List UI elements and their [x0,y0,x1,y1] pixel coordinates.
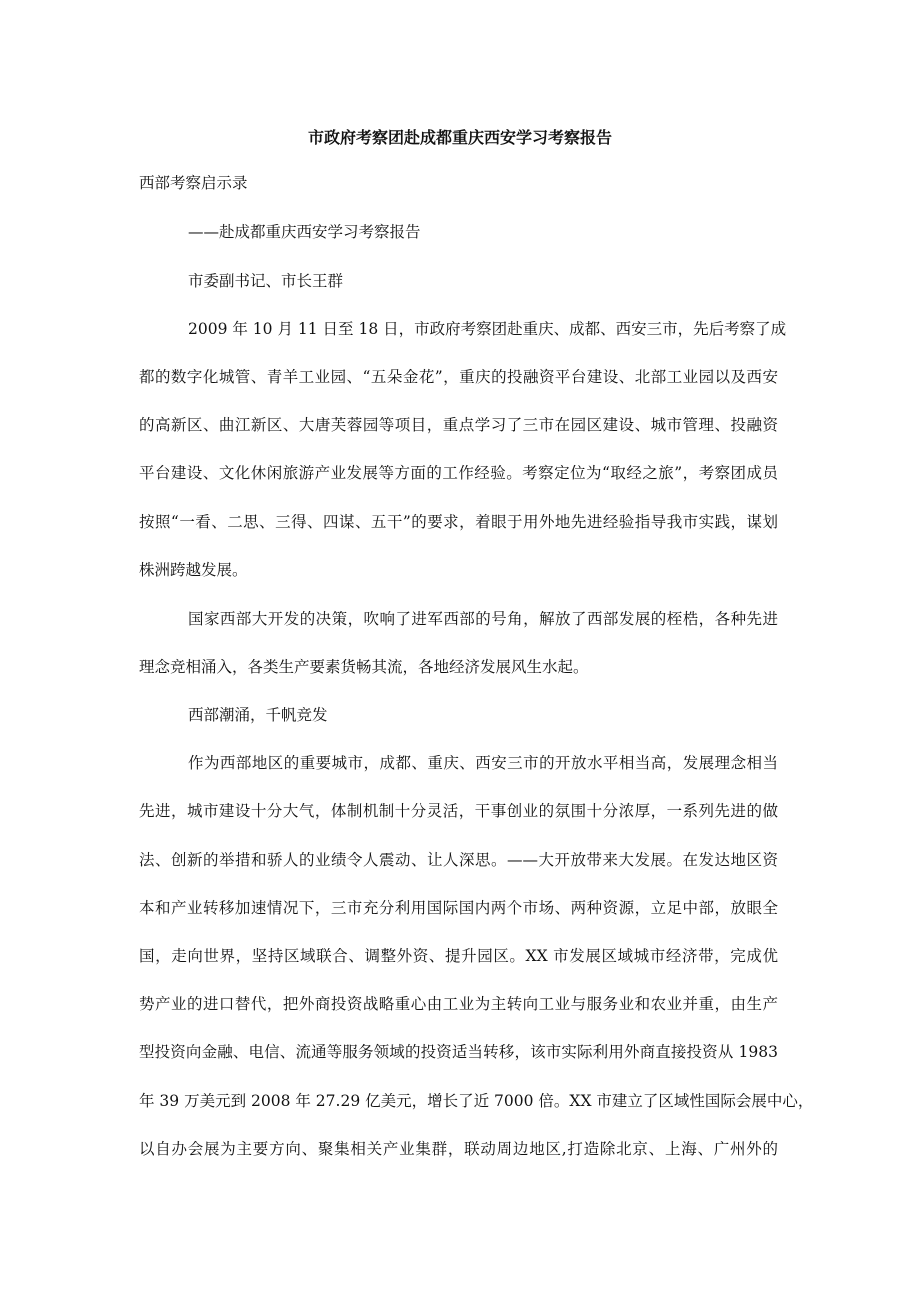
document-subtitle: ——赴成都重庆西安学习考察报告 [188,223,421,241]
paragraph-1-line-2: 都的数字化城管、青羊工业园、“五朵金花”，重庆的投融资平台建设、北部工业园以及西安 [139,368,778,386]
paragraph-3-line-6: 势产业的进口替代，把外商投资战略重心由工业为主转向工业与服务业和农业并重，由生产 [139,995,778,1013]
paragraph-3-line-1: 作为西部地区的重要城市，成都、重庆、西安三市的开放水平相当高，发展理念相当 [188,754,778,772]
paragraph-1-line-5: 按照“一看、二思、三得、四谋、五干”的要求，着眼于用外地先进经验指导我市实践，谋划 [139,513,778,531]
document-title: 市政府考察团赴成都重庆西安学习考察报告 [307,128,612,147]
paragraph-3-line-2: 先进，城市建设十分大气，体制机制十分灵活，干事创业的氛围十分浓厚，一系列先进的做 [139,802,778,820]
section-heading: 西部潮涌，千帆竞发 [188,706,328,724]
paragraph-2-line-2: 理念竞相涌入，各类生产要素货畅其流，各地经济发展风生水起。 [139,658,589,676]
paragraph-3-line-7: 型投资向金融、电信、流通等服务领域的投资适当转移，该市实际利用外商直接投资从 1983 [139,1043,778,1061]
paragraph-3-line-9: 以自办会展为主要方向、聚集相关产业集群，联动周边地区,打造除北京、上海、广州外的 [139,1140,778,1158]
paragraph-3-line-5: 国，走向世界，坚持区域联合、调整外资、提升园区。XX 市发展区域城市经济带，完成优 [139,947,778,965]
paragraph-1-line-3: 的高新区、曲江新区、大唐芙蓉园等项目，重点学习了三市在园区建设、城市管理、投融资 [139,416,778,434]
document-heading: 西部考察启示录 [139,174,248,192]
paragraph-1-line-1: 2009 年 10 月 11 日至 18 日，市政府考察团赴重庆、成都、西安三市，先后考察了成 [188,320,787,338]
paragraph-3-line-4: 本和产业转移加速情况下，三市充分利用国际国内两个市场、两种资源，立足中部，放眼全 [139,899,778,917]
paragraph-3-line-8: 年 39 万美元到 2008 年 27.29 亿美元，增长了近 7000 倍。XX 市建立了区域性国际会展中心， [139,1092,814,1110]
document-author: 市委副书记、市长王群 [188,272,344,290]
paragraph-1-line-4: 平台建设、文化休闲旅游产业发展等方面的工作经验。考察定位为“取经之旅”，考察团成员 [139,464,778,482]
paragraph-1-line-6: 株洲跨越发展。 [139,561,248,579]
paragraph-3-line-3: 法、创新的举措和骄人的业绩令人震动、让人深思。——大开放带来大发展。在发达地区资 [139,851,778,869]
paragraph-2-line-1: 国家西部大开发的决策，吹响了进军西部的号角，解放了西部发展的桎梏，各种先进 [188,610,778,628]
